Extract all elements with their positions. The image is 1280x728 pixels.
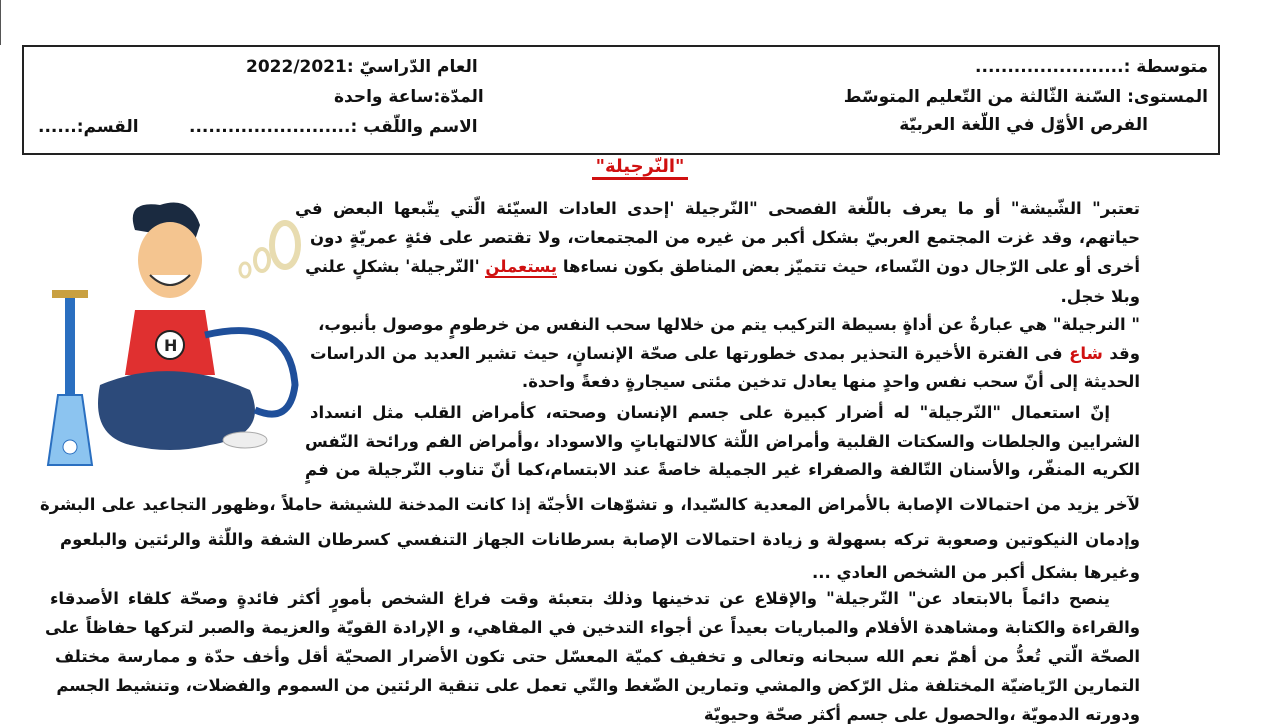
paragraph-3-line: الشرايين والجلطات والسكتات القلبية وأمراض اللّثة كالالتهاباتٍ والاسوداد ،وأمراض الفم ورائحة النّفس <box>305 432 1140 451</box>
paragraph-4-line: والقراءة والكتابة ومشاهدة الأفلام والمباريات بعيداً عن أجواء التدخين في المقاهي، و الإرادة القويّة والعزيمة والصبر لتركها حفاظاً على <box>45 618 1140 637</box>
paragraph-1-line: أخرى أو على الرّجال دون النّساء، حيث تتميّز بعض المناطق بكون نساءها يستعملن 'النّرجيلة' بشكلٍ علني <box>305 257 1140 276</box>
paragraph-3-line: الكريه المنفّر، والأسنان التّالفة والصفراء غير الجميلة خاصةً عند الابتسام،كما أنّ تناوب النّرجيلة من فمٍ <box>305 460 1140 479</box>
text-title: "النّرجيلة" <box>0 156 1280 177</box>
paragraph-1-line: تعتبر" الشّيشة" أو ما يعرف باللّغة الفصحى "النّرجيلة 'إحدى العادات السيّئة الّتي يتّبعها البعض في <box>295 199 1140 218</box>
school-field: متوسطة :....................... <box>975 57 1208 77</box>
paragraph-3-line: لآخر يزيد من احتمالات الإصابة بالأمراض المعدية كالسّيدا، و تشوّهات الأجنّة إذا كانت المدخنة للشيشة حاملاً ،وظهور التجاعيد على البشرة <box>40 495 1140 514</box>
duration: المدّة:ساعة واحدة <box>334 87 484 107</box>
section-field: القسم:...... <box>38 117 139 137</box>
level-label: المستوى: السّنة الثّالثة من التّعليم المتوسّط <box>843 87 1208 107</box>
paragraph-4-line: ينصح دائماً بالابتعاد عن" النّرجيلة" والإقلاع عن تدخينها وذلك بتعبئة وقت فراغ الشخص بأمورٍ أكثر فائدةٍ وصحّة كلقاء الأصدقاء <box>50 589 1110 608</box>
name-field: الاسم واللّقب :......................... <box>189 117 478 137</box>
svg-text:H: H <box>164 336 178 355</box>
paragraph-2-line: الحديثة إلى أنّ سحب نفس واحدٍ منها يعادل تدخين مئتى سيجارةٍ دفعةً واحدة. <box>521 372 1140 391</box>
paragraph-1-line: وبلا خجل. <box>1060 287 1140 306</box>
page-edge <box>0 0 1 45</box>
hookah-cartoon-illustration <box>40 195 305 480</box>
hookah-icon <box>48 290 92 465</box>
paragraph-3-line: إنّ استعمال "النّرجيلة" له أضرار كبيرة على جسم الإنسان وصحته، كأمراض القلب مثل انسداد <box>310 403 1110 422</box>
paragraph-2-line: وقد شاع فى الفترة الأخيرة التحذير بمدى خطورتها على صحّة الإنسانٍ، حيث تشير العديد من الدراسات <box>310 344 1140 363</box>
paragraph-3-line: وغيرها بشكل أكبر من الشخص العادي ... <box>811 563 1140 582</box>
paragraph-2-line: " النرجيلة" هي عبارةٌ عن أداةٍ بسيطة التركيب يتم من خلالها سحب النفس من خرطومٍ موصول بأنبوب، <box>318 315 1140 334</box>
highlighted-word: يستعملن <box>485 257 558 276</box>
exam-header-box <box>22 45 1220 155</box>
paragraph-4-line: الصحّة الّتي تُعدُّ من أهمّ نعم الله سبحانه وتعالى و تخفيف كميّة المعسّل حتى تكون الأضرار الصحيّة أقل وأخف حدّة و ممارسة مختلف <box>55 647 1140 666</box>
smoke-rings-icon <box>240 223 298 277</box>
paragraph-1-line: حياتهم، وقد غزت المجتمع العربيّ بشكل أكبر من غيره من المجتمعات، ولا تقتصر على فئةٍ عمريّةٍ دون <box>310 228 1140 247</box>
paragraph-4-line: ودورته الدمويّة ،والحصول على جسم أكثر صحّة وحيويّة <box>703 705 1140 724</box>
paragraph-3-line: وإدمان النيكوتين وصعوبة تركه بسهولة و زيادة احتمالات الإصابة بسرطانات الجهاز التنفسي كسرطان الشفة واللّثة والرئتين والبلعوم <box>60 530 1140 549</box>
exam-label: الفرص الأوّل في اللّغة العربيّة <box>899 115 1148 135</box>
highlighted-word: شاع <box>1069 344 1103 363</box>
paragraph-4-line: التمارين الرّياضيّة المختلفة مثل الرّكض والمشي وتمارين الضّغط والتّي تعمل على تنقية الرئتين من السموم والفضلات، وتنشيط الجسم <box>56 676 1140 695</box>
school-year: العام الدّراسيّ :2022/2021 <box>246 57 478 77</box>
